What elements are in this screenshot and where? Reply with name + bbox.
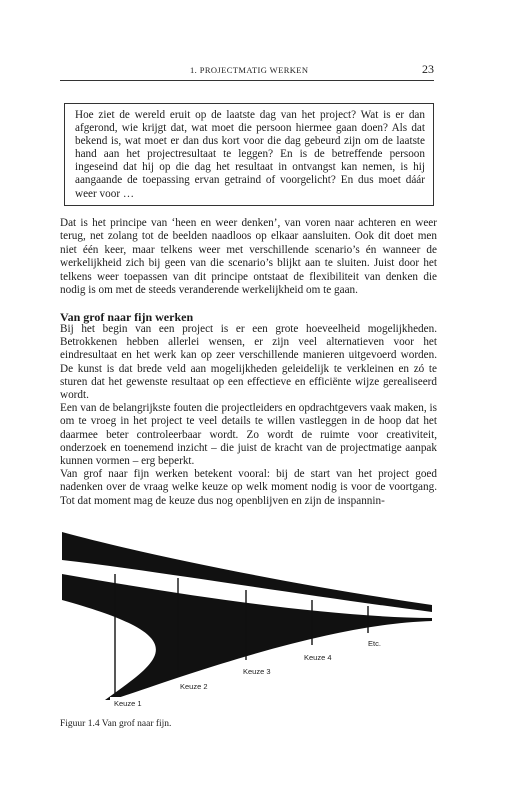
chapter-title: 1. PROJECTMATIG WERKEN: [190, 65, 309, 75]
section-heading: Van grof naar fijn werken: [60, 310, 194, 324]
funnel-figure: [0, 520, 507, 720]
keuze-4-label: Keuze 4: [304, 653, 332, 662]
paragraph: Bij het begin van een project is er een grote hoeveelheid mogelijkheden. Betrokkenen hebben allerlei wensen, er zijn veel alternatieven voor het eindresultaat en het werk kan op zeer verschillende manieren uitgevoerd worden. De kunst is dat brede veld aan mogelijkheden geleidelijk te verkleinen en zó te sturen dat het gewenste resultaat op een effectieve en efficiënte wijze gerealiseerd wordt.: [60, 323, 437, 402]
boxed-text: Hoe ziet de wereld eruit op de laatste dag van het project? Wat is er dan afgerond, wie krijgt dat, wat moet die persoon hiermee gaan doen? Als dat bekend is, wat moet er dan dus kort voor die dag gebeurd zijn om de laatste hand aan het projectresultaat te leggen? En is de betreffende persoon ingeseind dat hij op die dag het resultaat in ontvangst kan nemen, is hij aangaande de toepassing ervan getraind of voorgelicht? En dus moet dáár weer voor …: [64, 103, 434, 206]
paragraph: Een van de belangrijkste fouten die projectleiders en opdrachtgevers vaak maken, is om te vroeg in het project te veel details te willen vastleggen in de hoop dat het daarmee beter controleerbaar wordt. Zo wordt de ruimte voor creativiteit, onderzoek en toenemend inzicht – die juist de kracht van de projectmatige aanpak kunnen vormen – erg beperkt.: [60, 402, 437, 468]
keuze-2-label: Keuze 2: [180, 682, 208, 691]
figure-caption: Figuur 1.4 Van grof naar fijn.: [60, 719, 172, 729]
paragraph: Van grof naar fijn werken betekent vooral: bij de start van het project goed nadenken over de vraag welke keuze op welk moment nodig is voor de voortgang. Tot dat moment mag de keuze dus nog openblijven en zijn de inspannin-: [60, 468, 437, 507]
header-rule: [60, 80, 434, 81]
page-number: 23: [422, 62, 434, 76]
running-header: [60, 64, 434, 78]
keuze-3-label: Keuze 3: [243, 667, 271, 676]
section-body: [60, 323, 437, 508]
etc-label: Etc.: [368, 639, 381, 648]
paragraph: Dat is het principe van ‘heen en weer denken’, van voren naar achteren en weer terug, net zolang tot de beelden naadloos op elkaar aansluiten. Ook dit doet men niet één keer, maar telkens weer met verschillende scenario’s én wanneer de werkelijkheid zich bij geen van die scenario’s blijkt aan te sluiten. Juist door het telkens weer toepassen van dit principe ontstaat de flexibiliteit van denken die nodig is om met de steeds veranderende werkelijkheid om te gaan.: [60, 217, 437, 297]
keuze-1-label: Keuze 1: [114, 699, 142, 708]
